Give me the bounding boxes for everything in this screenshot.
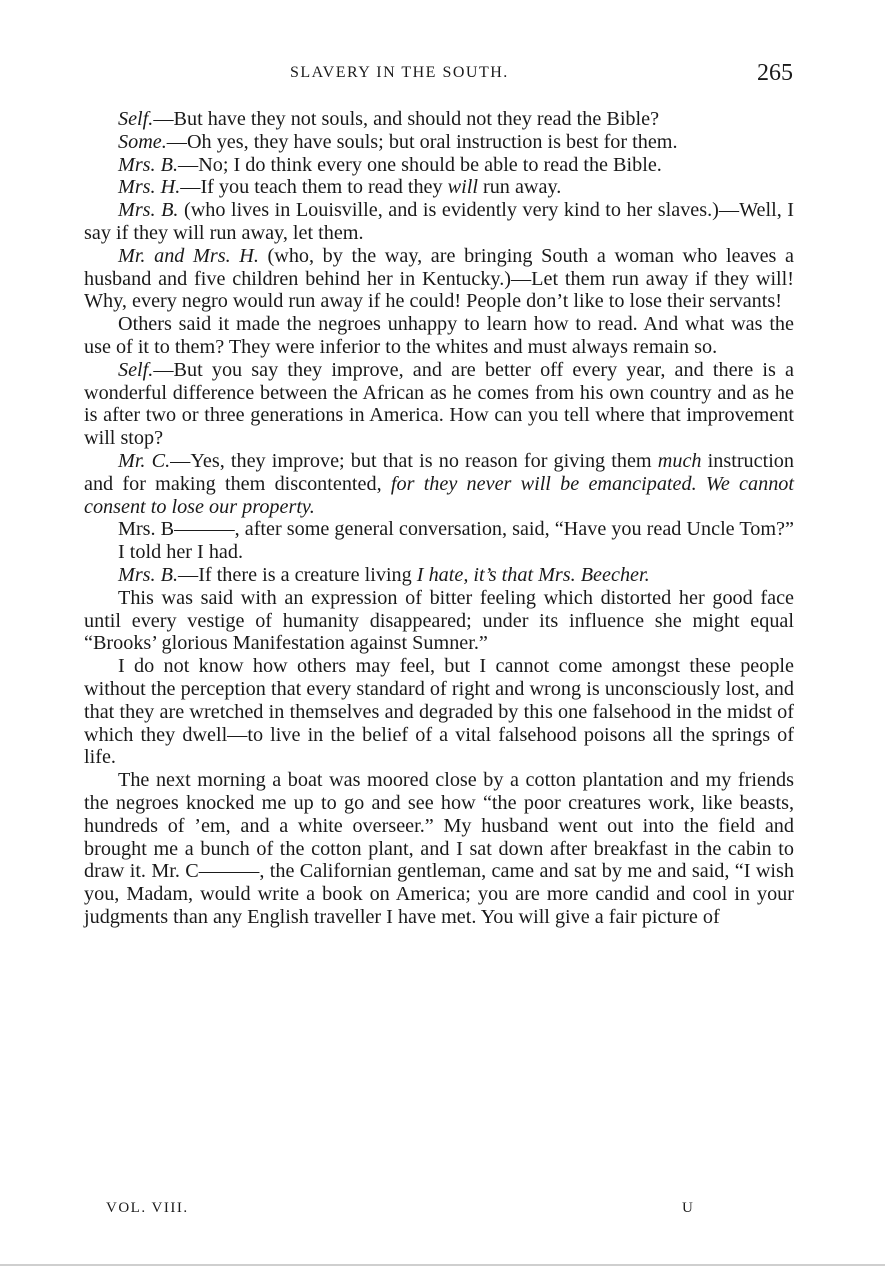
speaker-label: Some. <box>118 130 167 153</box>
text-run: —No; I do think every one should be able to read the Bible. <box>178 153 662 176</box>
text-run: Mrs. B———, after some general conversation, said, “Have you read Uncle Tom?” <box>118 518 794 541</box>
paragraph <box>84 655 794 769</box>
paragraph <box>84 518 794 541</box>
text-run: instruction and for making them discontented, <box>84 449 794 495</box>
text-run: run away. <box>477 176 562 199</box>
paragraph <box>84 108 794 131</box>
page-header <box>0 60 885 90</box>
paragraph <box>84 199 794 245</box>
speaker-label: Mrs. B. <box>118 563 179 586</box>
text-run: —But you say they improve, and are better off every year, and there is a wonderful difference between the African as he comes from his own country and as he is after two or three generations in America. How can you tell where that improvement will stop? <box>84 358 794 450</box>
text-run: Others said it made the negroes unhappy to learn how to read. And what was the use of it to them? They were inferior to the whites and must always remain so. <box>84 313 794 358</box>
paragraph <box>84 176 794 199</box>
speaker-label: Mrs. H. <box>118 176 181 199</box>
text-run: —Yes, they improve; but that is no reason for giving them <box>170 449 658 472</box>
speaker-label: Self. <box>118 358 154 381</box>
bottom-rule <box>0 1264 885 1266</box>
paragraph <box>84 541 794 564</box>
text-run: This was said with an expression of bitter feeling which distorted her good face until every vestige of humanity disappeared; under its influence she might equal “Brooks’ glorious Manifestation against Sumner.” <box>84 586 794 655</box>
paragraph <box>84 154 794 177</box>
page-footer <box>0 1200 885 1224</box>
page-number: 265 <box>757 60 793 86</box>
speaker-label: Mrs. B. <box>118 199 179 222</box>
running-head: SLAVERY IN THE SOUTH. <box>290 64 509 81</box>
paragraph <box>84 131 794 154</box>
text-run: —If there is a creature living <box>178 563 417 586</box>
paragraph <box>84 769 794 929</box>
text-run: I do not know how others may feel, but I cannot come amongst these people without the perception that every standard of right and wrong is unconsciously lost, and that they are wretched in themselves and degraded by this one falsehood in the midst of which they dwell—to live in the belief of a vital falsehood poisons all the springs of life. <box>84 655 794 769</box>
paragraph <box>84 313 794 359</box>
emphasis-text: will <box>447 176 478 199</box>
paragraph <box>84 245 794 313</box>
text-run: (who, by the way, are bringing South a woman who leaves a husband and five children behind her in Kentucky.)—Let them run away if they will! Why, every negro would run away if he could! People don’t like to lose their servants! <box>84 244 794 313</box>
body-text <box>84 108 794 929</box>
emphasis-text: for they never will be emancipated. We cannot consent to lose our property. <box>84 472 794 518</box>
signature-mark: U <box>682 1200 694 1216</box>
speaker-label: Mrs. B. <box>118 153 179 176</box>
text-run: —Oh yes, they have souls; but oral instruction is best for them. <box>166 130 678 153</box>
speaker-label: Mr. and Mrs. H. <box>118 244 259 267</box>
speaker-label: Self. <box>118 108 154 130</box>
volume-label: VOL. VIII. <box>106 1200 189 1216</box>
paragraph <box>84 587 794 655</box>
speaker-label: Mr. C. <box>118 449 171 472</box>
paragraph <box>84 450 794 518</box>
emphasis-text: I hate, it’s that Mrs. Beecher. <box>416 563 650 586</box>
paragraph <box>84 359 794 450</box>
text-run: I told her I had. <box>118 541 244 564</box>
text-run: —But have they not souls, and should not they read the Bible? <box>153 108 660 130</box>
paragraph <box>84 564 794 587</box>
text-run: —If you teach them to read they <box>180 176 448 199</box>
text-run: The next morning a boat was moored close by a cotton plantation and my friends the negroes knocked me up to go and see how “the poor creatures work, like beasts, hundreds of ’em, and a white overseer.” My husband went out into the field and brought me a bunch of the cotton plant, and I sat down after breakfast in the cabin to draw it. Mr. C———, the Californian gentleman, came and sat by me and said, “I wish you, Madam, would write a book on America; you are more candid and cool in your judgments than any English traveller I have met. You will give a fair picture of <box>84 769 794 928</box>
text-run: (who lives in Louisville, and is evidently very kind to her slaves.)—Well, I say if they will run away, let them. <box>84 199 794 244</box>
emphasis-text: much <box>657 449 702 472</box>
